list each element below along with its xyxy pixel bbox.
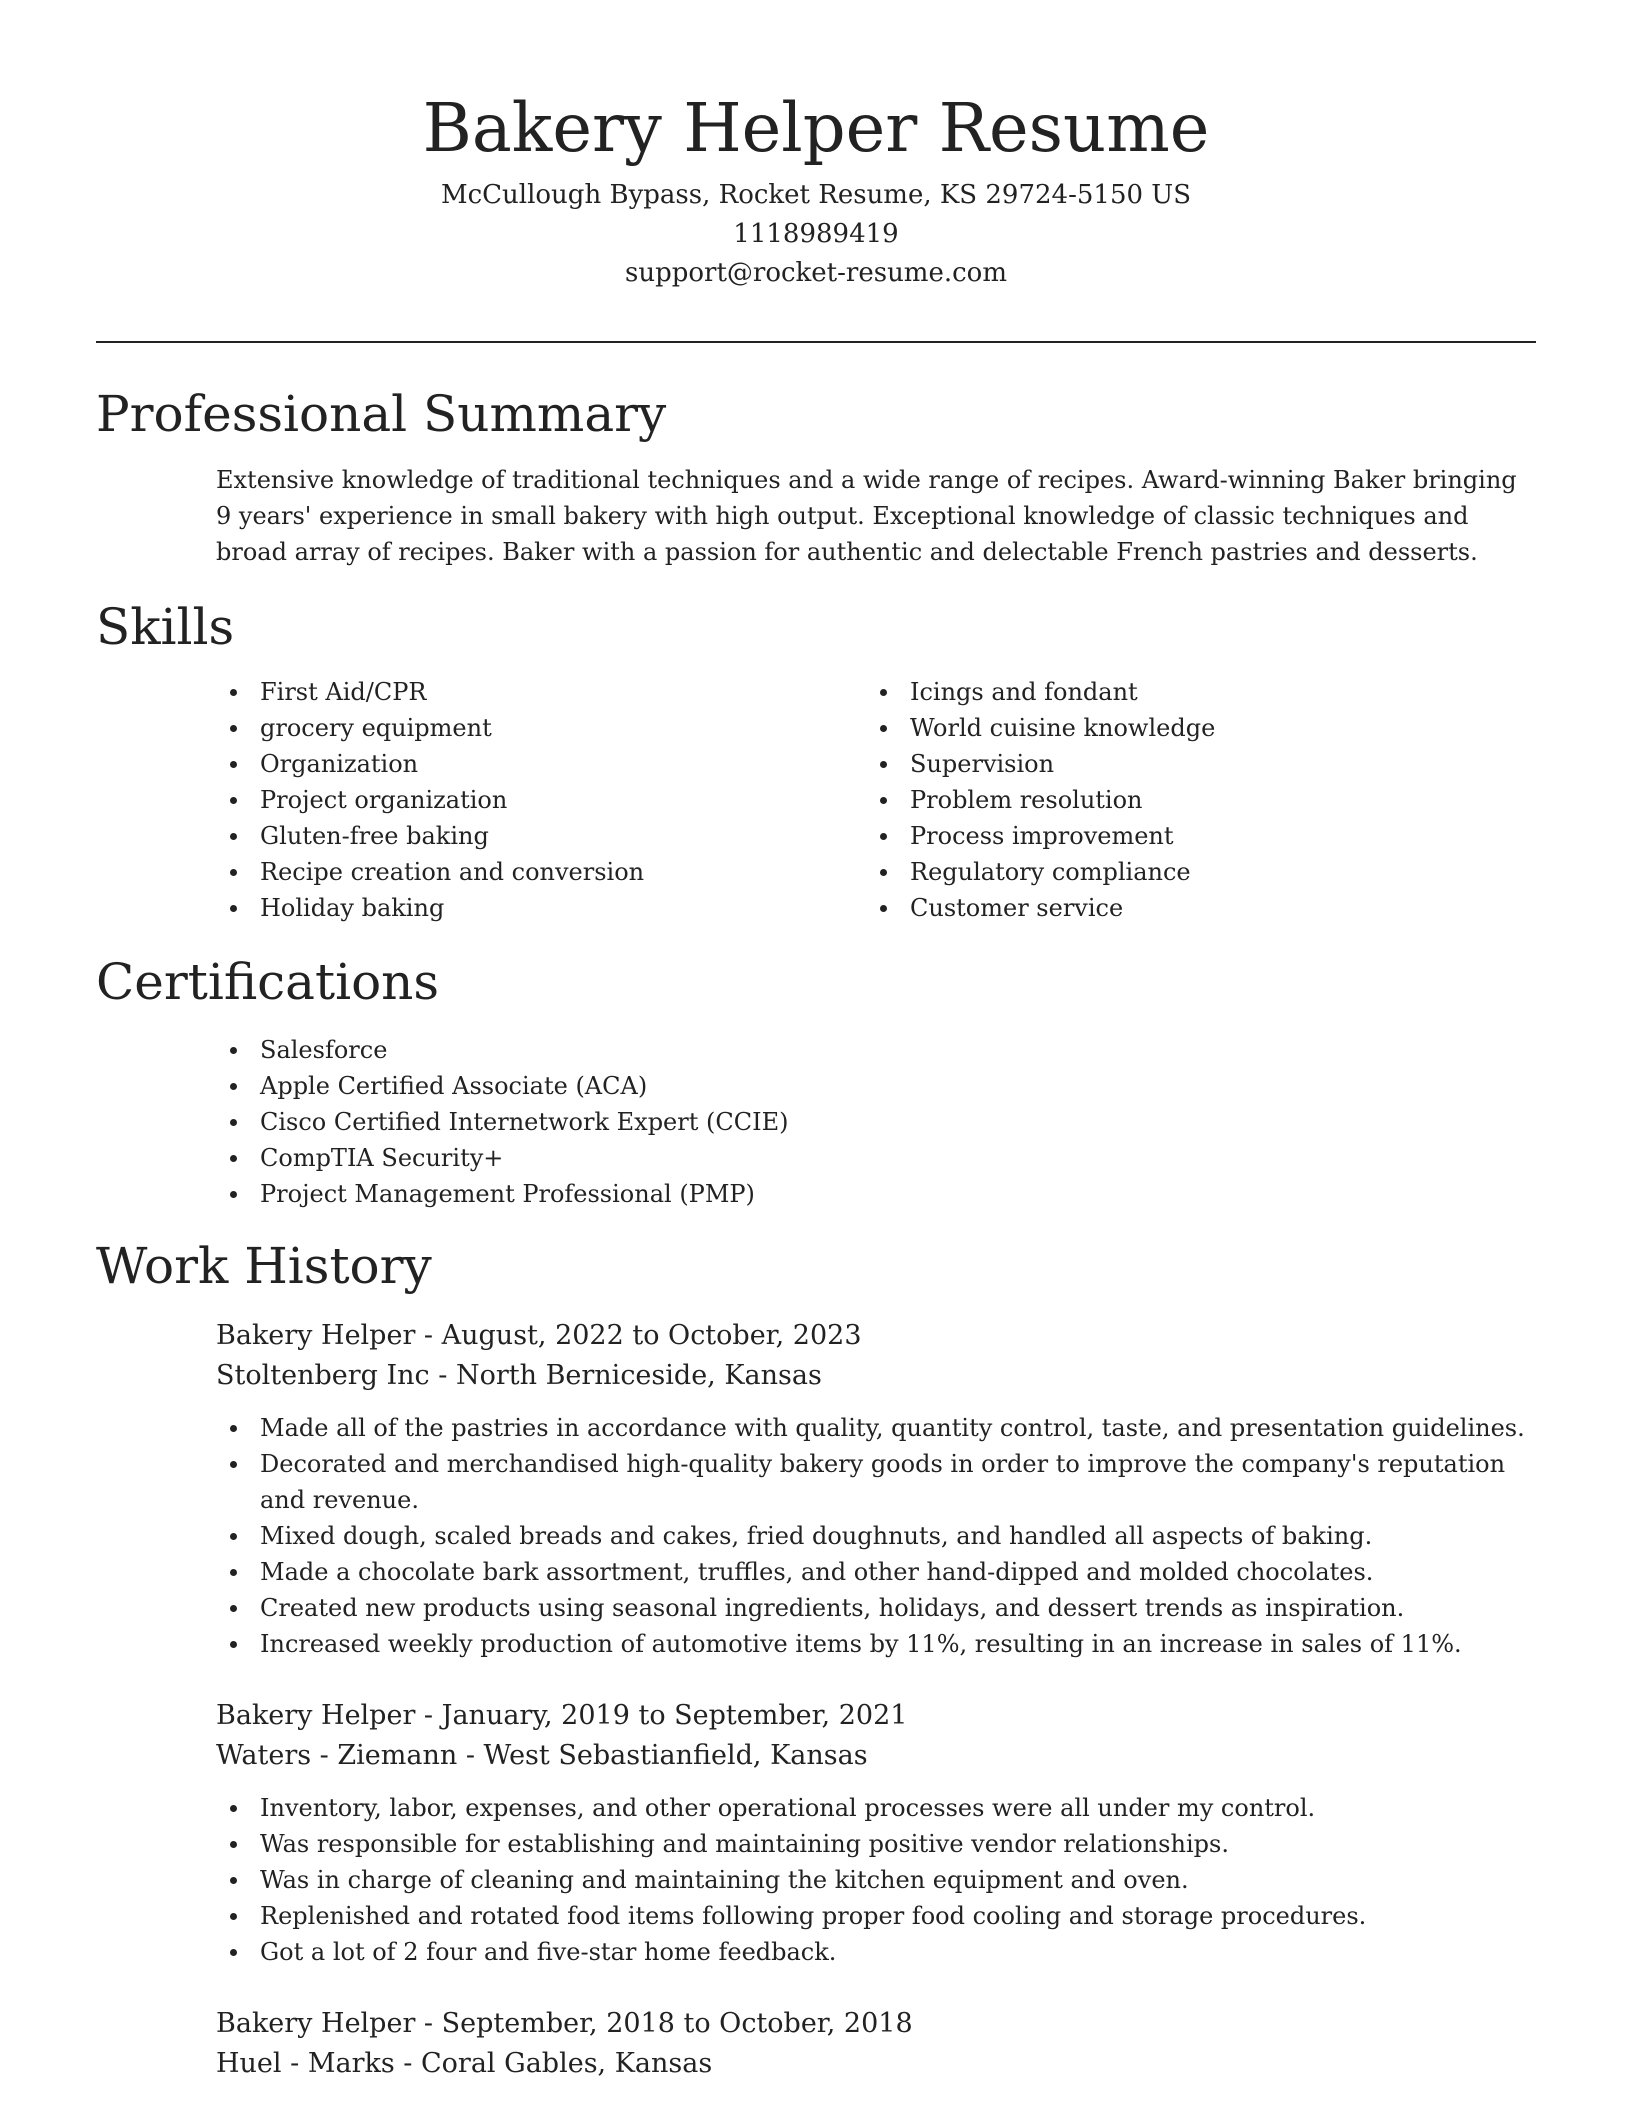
job-company-line: Waters - Ziemann - West Sebastianfield, Kansas	[216, 1740, 868, 1771]
list-item: Apple Certified Associate (ACA)	[216, 1068, 1536, 1104]
certifications-list	[216, 1032, 1536, 1212]
list-item: Increased weekly production of automotive items by 11%, resulting in an increase in sales of 11%.	[216, 1626, 1536, 1662]
list-item: Supervision	[866, 746, 1526, 782]
skills-list-right	[866, 674, 1526, 926]
job-title-line: Bakery Helper - January, 2019 to September, 2021	[216, 1700, 908, 1731]
list-item: Holiday baking	[216, 890, 856, 926]
list-item: Created new products using seasonal ingredients, holidays, and dessert trends as inspiration.	[216, 1590, 1536, 1626]
list-item: Regulatory compliance	[866, 854, 1526, 890]
list-item: Made all of the pastries in accordance with quality, quantity control, taste, and presentation guidelines.	[216, 1410, 1536, 1446]
list-item: Was in charge of cleaning and maintaining the kitchen equipment and oven.	[216, 1862, 1536, 1898]
list-item: World cuisine knowledge	[866, 710, 1526, 746]
list-item: Gluten-free baking	[216, 818, 856, 854]
contact-phone: 1118989419	[733, 219, 899, 249]
summary-text: Extensive knowledge of traditional techniques and a wide range of recipes. Award-winning Baker bringing 9 years' experience in small bakery with high output. Exceptional knowledge of classic techniques and broad array of recipes. Baker with a passion for authentic and delectable French pastries and desserts.	[216, 466, 1517, 566]
resume-title: Bakery Helper Resume	[422, 89, 1210, 167]
list-item: Got a lot of 2 four and five-star home feedback.	[216, 1934, 1536, 1970]
job-bullets	[216, 1790, 1536, 1970]
list-item: Organization	[216, 746, 856, 782]
job-company-line: Stoltenberg Inc - North Berniceside, Kansas	[216, 1360, 822, 1391]
list-item: Replenished and rotated food items following proper food cooling and storage procedures.	[216, 1898, 1536, 1934]
list-item: Cisco Certified Internetwork Expert (CCIE)	[216, 1104, 1536, 1140]
list-item: Inventory, labor, expenses, and other operational processes were all under my control.	[216, 1790, 1536, 1826]
list-item: First Aid/CPR	[216, 674, 856, 710]
header-divider	[96, 341, 1536, 343]
list-item: Problem resolution	[866, 782, 1526, 818]
list-item: Process improvement	[866, 818, 1526, 854]
skills-heading: Skills	[96, 598, 235, 656]
skills-list-left	[216, 674, 856, 926]
job-title-line: Bakery Helper - August, 2022 to October, 2023	[216, 1320, 862, 1351]
contact-address: McCullough Bypass, Rocket Resume, KS 29724-5150 US	[440, 180, 1192, 210]
resume-header	[96, 82, 1536, 293]
list-item: CompTIA Security+	[216, 1140, 1536, 1176]
job-company-line: Huel - Marks - Coral Gables, Kansas	[216, 2048, 713, 2079]
list-item: Icings and fondant	[866, 674, 1526, 710]
work-history-heading: Work History	[96, 1237, 432, 1295]
list-item: Mixed dough, scaled breads and cakes, fried doughnuts, and handled all aspects of baking.	[216, 1518, 1536, 1554]
list-item: Decorated and merchandised high-quality bakery goods in order to improve the company's reputation and revenue.	[216, 1446, 1536, 1518]
job-title-line: Bakery Helper - September, 2018 to October, 2018	[216, 2008, 913, 2039]
summary-heading: Professional Summary	[96, 385, 667, 443]
contact-email: support@rocket-resume.com	[624, 258, 1007, 288]
list-item: Salesforce	[216, 1032, 1536, 1068]
list-item: Was responsible for establishing and maintaining positive vendor relationships.	[216, 1826, 1536, 1862]
list-item: Made a chocolate bark assortment, truffles, and other hand-dipped and molded chocolates.	[216, 1554, 1536, 1590]
list-item: Customer service	[866, 890, 1526, 926]
list-item: Project Management Professional (PMP)	[216, 1176, 1536, 1212]
list-item: Project organization	[216, 782, 856, 818]
job-bullets	[216, 1410, 1536, 1662]
list-item: Recipe creation and conversion	[216, 854, 856, 890]
list-item: grocery equipment	[216, 710, 856, 746]
certifications-heading: Certifications	[96, 953, 440, 1011]
